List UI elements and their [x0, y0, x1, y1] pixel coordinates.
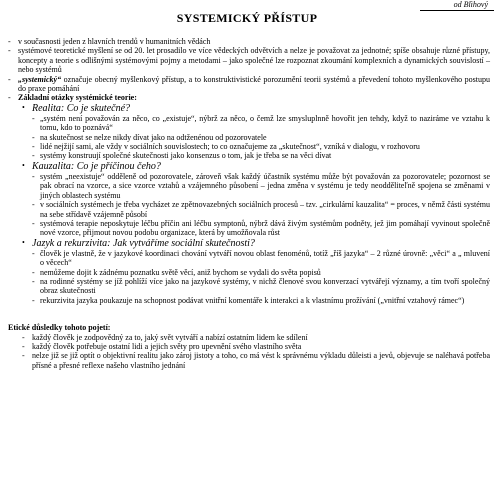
ethics-heading: Etické důsledky tohoto pojetí:	[8, 323, 111, 333]
dash-marker: -	[8, 37, 11, 46]
section-question: • Realita: Co je skutečné?	[22, 102, 131, 114]
author-credit: od Blìhový	[453, 0, 488, 9]
dash-marker: -	[32, 113, 35, 123]
dash-marker: -	[32, 132, 35, 142]
list-item: - systémy konstruují společné skutečnosti jako konsenzus o tom, jak je třeba se na věci dívat	[32, 151, 332, 161]
dash-marker: -	[22, 341, 25, 351]
list-item: - člověk je vlastně, že v jazykové koordinaci chování vytváří novou oblast fenoménů, totíž „říš jazyka“ – 2 různé úrovně: „věci“ a „ mluvení o věcech“	[32, 248, 490, 268]
dash-marker: -	[8, 93, 11, 103]
bullet-icon: •	[22, 102, 25, 112]
dash-marker: -	[32, 171, 35, 181]
dash-marker: -	[32, 142, 35, 152]
dash-marker: -	[32, 151, 35, 161]
dash-marker: -	[32, 200, 35, 210]
list-item: - v sociálních systémech je třeba vycházet ze zpětnovazebných sociálních procesů – tzv. „cirkulární kauzalita“ = proces, v němž části systému na sebe střídavě vzájemně působí	[32, 200, 490, 219]
list-item: - „systém není považován za něco, co „existuje“, nýbrž za něco, o čemž lze smysluplnně hovořit jen tehdy, když to naziráme ve vztahu k tomu, kdo to poznává“	[32, 113, 490, 133]
page-title: SYSTEMICKÝ PŘÍSTUP	[176, 11, 318, 25]
dash-marker: -	[32, 276, 35, 286]
list-item: - systém „neexistuje“ odděleně od pozorovatele, zároveň však každý účastník systému může být považován za pozorovatele; pozornost se pak obrací na vzorce, a sice vzorce vztahů a vzájemného působení – jedna změna v systému je tedy neodděliteľně spojena se změnami v jiných oblastech systému	[32, 171, 490, 200]
list-item: - nemůžeme dojit k zádnému poznatku světě věcí, aniž bychom se vydali do světa popisů	[32, 267, 321, 277]
section-question: • Kauzalita: Co je příčinou čeho?	[22, 160, 161, 172]
dash-marker: -	[22, 351, 25, 361]
dash-marker: -	[32, 248, 35, 258]
ethics-item: - každý člověk je zodpovědný za to, jaký svět vytváří a nabízí ostatním lidem ke sdílení	[22, 332, 308, 342]
list-item: - lidé nejžijí sami, ale vždy v sociálních souvislostech; to co označujeme za „skutečnost“, vzníká v dialogu, v rozhovoru	[32, 142, 420, 152]
section-question: • Jazyk a rekurzivita: Jak vytváříme sociální skutečnosti?	[22, 237, 255, 249]
intro-item: - v současnosti jeden z hlavních trendů v humanitních vědách	[8, 37, 211, 46]
ethics-item: - nelze již se již optít o objektivní realitu jako zároj jistoty a toho, co má vést k správnému výkladu důleisti a jevů, objevuje se naléhavá potřeba přísné a přesné reflexe našeho vlastního jednání	[22, 351, 490, 370]
dash-marker: -	[22, 332, 25, 342]
dash-marker: -	[32, 218, 35, 228]
list-item: - na skutečnost se nelze nikdy dívat jako na odtženénou od pozorovatele	[32, 132, 267, 142]
dash-marker: -	[8, 74, 11, 84]
dash-marker: -	[32, 295, 35, 305]
dash-marker: -	[8, 46, 11, 56]
intro-item: - systémové teoretické myšlení se od 20. let prosadilo ve více vědeckých odvětvích a nelze je považovat za jednotné; spíše obsahuje různé přístupy, koncepty a teorie s odlišnými systémovými pojmy a metodami – jako společné lze rozpoznat zkoumání komplexních a dynamických souvislostí – nebo systémů	[8, 46, 490, 75]
ethics-item: - každý člověk potřebuje ostatní lidi a jejich světy pro upevnění svého vlastního světa	[22, 341, 302, 351]
bullet-icon: •	[22, 237, 25, 247]
base-questions-heading: - Základní otázky systémické teorie:	[8, 93, 137, 103]
bullet-icon: •	[22, 160, 25, 170]
list-item: - rekurzivita jazyka poukazuje na schopnost podávat vnitřní komentáře k interakci a k vlastnímu prožívání („vnitřní vztahový rámec“)	[32, 295, 465, 305]
list-item: - systémová terapie neposkytuje léčbu příčin ani léčbu symptonů, nýbrž dává živým systémům podněty, jež jim pomáhají vyvinout společně nové vzorce, přijmout novou podobu organizace, která by umožňovala růst	[32, 218, 490, 238]
defined-term: „systemický“	[18, 74, 62, 84]
dash-marker: -	[32, 267, 35, 277]
document-body	[8, 37, 490, 370]
list-item: - na rodinné systémy se jíž pohlíží více jako na jazykové systémy, v nichž členové svou konverzací vytvářejí významy, a tím tvoří společný obraz skutečnosti	[32, 276, 490, 296]
spacer	[8, 305, 490, 323]
systemic-definition: - „systemický“ označuje obecný myšlenkový přístup, a to konstruktivistické porozumění teorii systémů a převedení tohoto myšlenkového postupu do praxe pomáhání	[8, 74, 490, 94]
